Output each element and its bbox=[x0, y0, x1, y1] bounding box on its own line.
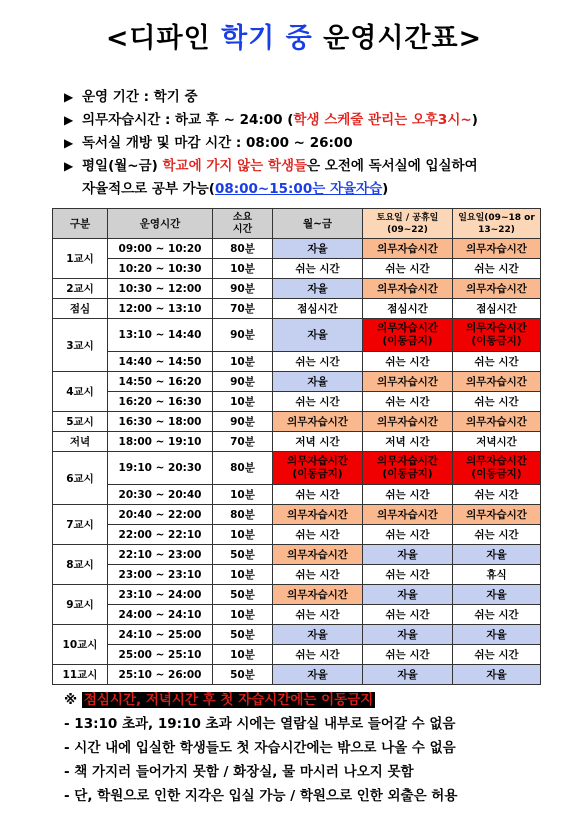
cell-saturday: 쉬는 시간 bbox=[363, 485, 453, 505]
cell-sunday: 자율 bbox=[453, 585, 541, 605]
cell-weekday: 자율 bbox=[273, 279, 363, 299]
cell-duration: 80분 bbox=[213, 452, 273, 485]
cell-sunday: 의무자습시간 bbox=[453, 505, 541, 525]
cell-weekday: 자율 bbox=[273, 239, 363, 259]
cell-saturday: 자율 bbox=[363, 625, 453, 645]
table-row bbox=[53, 605, 541, 625]
cell-weekday: 의무자습시간 bbox=[273, 585, 363, 605]
cell-weekday: 쉬는 시간 bbox=[273, 525, 363, 545]
note-item bbox=[64, 132, 584, 155]
table-row bbox=[53, 239, 541, 259]
table-row bbox=[53, 525, 541, 545]
note-text: 운영 기간 : 학기 중 bbox=[82, 89, 198, 105]
cell-duration: 10분 bbox=[213, 485, 273, 505]
cell-sunday: 의무자습시간 bbox=[453, 239, 541, 259]
cell-time: 16:30 ~ 18:00 bbox=[108, 412, 213, 432]
cell-saturday: 쉬는 시간 bbox=[363, 525, 453, 545]
header-sunday: 일요일(09~18 or 13~22) bbox=[453, 209, 541, 239]
cell-weekday: 자율 bbox=[273, 665, 363, 685]
cell-duration: 10분 bbox=[213, 605, 273, 625]
warning-item: - 단, 학원으로 인한 지각은 입실 가능 / 학원으로 인한 외출은 허용 bbox=[64, 788, 458, 804]
cell-weekday: 쉬는 시간 bbox=[273, 645, 363, 665]
cell-saturday: 자율 bbox=[363, 585, 453, 605]
cell-duration: 10분 bbox=[213, 352, 273, 372]
table-row bbox=[53, 259, 541, 279]
cell-time: 09:00 ~ 10:20 bbox=[108, 239, 213, 259]
page-title bbox=[0, 16, 588, 55]
cell-time: 10:30 ~ 12:00 bbox=[108, 279, 213, 299]
triangle-right-icon: ▶ bbox=[64, 136, 74, 150]
cell-sunday: 의무자습시간 bbox=[453, 279, 541, 299]
note-cont-before: 자율적으로 공부 가능( bbox=[82, 181, 215, 197]
cell-saturday: 쉬는 시간 bbox=[363, 392, 453, 412]
cell-duration: 90분 bbox=[213, 279, 273, 299]
note-text: 학생 스케줄 관리는 오후3시~ bbox=[293, 112, 472, 128]
table-row bbox=[53, 412, 541, 432]
cell-weekday: 쉬는 시간 bbox=[273, 259, 363, 279]
cell-saturday: 의무자습시간 bbox=[363, 279, 453, 299]
triangle-right-icon: ▶ bbox=[64, 113, 74, 127]
cell-duration: 90분 bbox=[213, 319, 273, 352]
note-continuation bbox=[64, 178, 584, 201]
title-before: <디파인 bbox=[105, 23, 222, 54]
cell-weekday: 자율 bbox=[273, 625, 363, 645]
table-row bbox=[53, 585, 541, 605]
cell-time: 24:00 ~ 24:10 bbox=[108, 605, 213, 625]
cell-weekday: 의무자습시간 bbox=[273, 412, 363, 432]
title-after: 운영시간표> bbox=[312, 23, 483, 54]
cell-sunday: 쉬는 시간 bbox=[453, 605, 541, 625]
cell-saturday: 쉬는 시간 bbox=[363, 352, 453, 372]
cell-time: 24:10 ~ 25:00 bbox=[108, 625, 213, 645]
note-cont-highlight: 08:00~15:00는 자율자습 bbox=[214, 181, 383, 197]
cell-time: 18:00 ~ 19:10 bbox=[108, 432, 213, 452]
cell-time: 20:40 ~ 22:00 bbox=[108, 505, 213, 525]
cell-weekday: 쉬는 시간 bbox=[273, 352, 363, 372]
table-row bbox=[53, 432, 541, 452]
cell-period: 10교시 bbox=[53, 625, 108, 665]
cell-weekday: 쉬는 시간 bbox=[273, 485, 363, 505]
warning-heading-text: 점심시간, 저녁시간 후 첫 자습시간에는 이동금지 bbox=[83, 692, 374, 708]
cell-sunday: 쉬는 시간 bbox=[453, 392, 541, 412]
cell-duration: 10분 bbox=[213, 392, 273, 412]
note-item bbox=[64, 86, 584, 109]
cell-period: 4교시 bbox=[53, 372, 108, 412]
cell-saturday: 쉬는 시간 bbox=[363, 605, 453, 625]
warning-item: - 시간 내에 입실한 학생들도 첫 자습시간에는 밖으로 나올 수 없음 bbox=[64, 740, 456, 756]
cell-duration: 50분 bbox=[213, 585, 273, 605]
cell-time: 22:00 ~ 22:10 bbox=[108, 525, 213, 545]
note-text: 의무자습시간 : 하교 후 ~ 24:00 ( bbox=[82, 112, 294, 128]
cell-duration: 90분 bbox=[213, 372, 273, 392]
warning-item: - 13:10 초과, 19:10 초과 시에는 열람실 내부로 들어갈 수 없음 bbox=[64, 716, 456, 732]
warning-mark: ※ bbox=[64, 692, 82, 708]
triangle-right-icon: ▶ bbox=[64, 159, 74, 173]
warning-section bbox=[64, 688, 574, 808]
cell-time: 19:10 ~ 20:30 bbox=[108, 452, 213, 485]
cell-time: 22:10 ~ 23:00 bbox=[108, 545, 213, 565]
cell-period: 2교시 bbox=[53, 279, 108, 299]
table-row bbox=[53, 279, 541, 299]
cell-saturday: 의무자습시간 bbox=[363, 412, 453, 432]
table-row bbox=[53, 485, 541, 505]
table-row bbox=[53, 565, 541, 585]
cell-sunday: 자율 bbox=[453, 545, 541, 565]
cell-sunday: 자율 bbox=[453, 625, 541, 645]
table-row bbox=[53, 545, 541, 565]
cell-time: 10:20 ~ 10:30 bbox=[108, 259, 213, 279]
cell-weekday: 쉬는 시간 bbox=[273, 565, 363, 585]
cell-sunday: 쉬는 시간 bbox=[453, 485, 541, 505]
cell-sunday: 쉬는 시간 bbox=[453, 352, 541, 372]
header-time: 운영시간 bbox=[108, 209, 213, 239]
cell-weekday: 쉬는 시간 bbox=[273, 605, 363, 625]
notes-section bbox=[64, 86, 584, 201]
note-cont-after: ) bbox=[382, 181, 389, 197]
cell-weekday: 점심시간 bbox=[273, 299, 363, 319]
cell-sunday: 의무자습시간 (이동금지) bbox=[453, 452, 541, 485]
cell-period: 7교시 bbox=[53, 505, 108, 545]
cell-time: 23:00 ~ 23:10 bbox=[108, 565, 213, 585]
table-row bbox=[53, 372, 541, 392]
table-row bbox=[53, 625, 541, 645]
cell-time: 25:10 ~ 26:00 bbox=[108, 665, 213, 685]
cell-weekday: 쉬는 시간 bbox=[273, 392, 363, 412]
cell-duration: 10분 bbox=[213, 259, 273, 279]
cell-sunday: 쉬는 시간 bbox=[453, 525, 541, 545]
cell-period: 점심 bbox=[53, 299, 108, 319]
cell-saturday: 쉬는 시간 bbox=[363, 645, 453, 665]
cell-duration: 80분 bbox=[213, 505, 273, 525]
table-row bbox=[53, 319, 541, 352]
cell-saturday: 쉬는 시간 bbox=[363, 565, 453, 585]
cell-sunday: 저녁시간 bbox=[453, 432, 541, 452]
cell-time: 23:10 ~ 24:00 bbox=[108, 585, 213, 605]
note-text: ) bbox=[471, 112, 478, 128]
note-text: 학교에 가지 않는 학생들 bbox=[162, 158, 308, 174]
cell-sunday: 휴식 bbox=[453, 565, 541, 585]
cell-weekday: 자율 bbox=[273, 319, 363, 352]
cell-weekday: 의무자습시간 bbox=[273, 505, 363, 525]
cell-sunday: 점심시간 bbox=[453, 299, 541, 319]
cell-saturday: 자율 bbox=[363, 665, 453, 685]
cell-period: 1교시 bbox=[53, 239, 108, 279]
note-text: 평일(월~금) bbox=[82, 158, 163, 174]
cell-time: 13:10 ~ 14:40 bbox=[108, 319, 213, 352]
cell-saturday: 점심시간 bbox=[363, 299, 453, 319]
header-duration: 소요 시간 bbox=[213, 209, 273, 239]
cell-sunday: 쉬는 시간 bbox=[453, 259, 541, 279]
table-row bbox=[53, 299, 541, 319]
header-saturday: 토요일 / 공휴일 (09~22) bbox=[363, 209, 453, 239]
cell-period: 8교시 bbox=[53, 545, 108, 585]
cell-duration: 80분 bbox=[213, 239, 273, 259]
table-row bbox=[53, 505, 541, 525]
warning-item: - 책 가지러 들어가지 못함 / 화장실, 물 마시러 나오지 못함 bbox=[64, 764, 414, 780]
cell-sunday: 의무자습시간 bbox=[453, 372, 541, 392]
title-highlight: 학기 중 bbox=[221, 23, 313, 54]
warning-heading bbox=[64, 688, 574, 712]
header-period: 구분 bbox=[53, 209, 108, 239]
cell-period: 3교시 bbox=[53, 319, 108, 372]
cell-duration: 50분 bbox=[213, 625, 273, 645]
cell-duration: 50분 bbox=[213, 545, 273, 565]
cell-saturday: 의무자습시간 (이동금지) bbox=[363, 452, 453, 485]
cell-time: 14:50 ~ 16:20 bbox=[108, 372, 213, 392]
cell-time: 14:40 ~ 14:50 bbox=[108, 352, 213, 372]
cell-time: 16:20 ~ 16:30 bbox=[108, 392, 213, 412]
cell-duration: 10분 bbox=[213, 565, 273, 585]
schedule-table bbox=[52, 208, 541, 685]
table-row bbox=[53, 352, 541, 372]
cell-saturday: 저녁 시간 bbox=[363, 432, 453, 452]
cell-saturday: 의무자습시간 bbox=[363, 505, 453, 525]
cell-sunday: 자율 bbox=[453, 665, 541, 685]
cell-duration: 50분 bbox=[213, 665, 273, 685]
cell-weekday: 의무자습시간 bbox=[273, 545, 363, 565]
triangle-right-icon: ▶ bbox=[64, 90, 74, 104]
cell-duration: 90분 bbox=[213, 412, 273, 432]
cell-period: 9교시 bbox=[53, 585, 108, 625]
cell-period: 5교시 bbox=[53, 412, 108, 432]
table-row bbox=[53, 452, 541, 485]
cell-duration: 70분 bbox=[213, 299, 273, 319]
cell-period: 6교시 bbox=[53, 452, 108, 505]
cell-saturday: 쉬는 시간 bbox=[363, 259, 453, 279]
cell-saturday: 자율 bbox=[363, 545, 453, 565]
table-row bbox=[53, 392, 541, 412]
cell-duration: 10분 bbox=[213, 525, 273, 545]
table-header-row bbox=[53, 209, 541, 239]
cell-time: 20:30 ~ 20:40 bbox=[108, 485, 213, 505]
table-row bbox=[53, 665, 541, 685]
table-row bbox=[53, 645, 541, 665]
cell-time: 12:00 ~ 13:10 bbox=[108, 299, 213, 319]
cell-time: 25:00 ~ 25:10 bbox=[108, 645, 213, 665]
cell-sunday: 의무자습시간 bbox=[453, 412, 541, 432]
cell-weekday: 자율 bbox=[273, 372, 363, 392]
cell-sunday: 의무자습시간 (이동금지) bbox=[453, 319, 541, 352]
cell-period: 11교시 bbox=[53, 665, 108, 685]
note-text: 독서실 개방 및 마감 시간 : 08:00 ~ 26:00 bbox=[82, 135, 353, 151]
note-text: 은 오전에 독서실에 입실하여 bbox=[307, 158, 478, 174]
cell-duration: 10분 bbox=[213, 645, 273, 665]
cell-period: 저녁 bbox=[53, 432, 108, 452]
cell-saturday: 의무자습시간 (이동금지) bbox=[363, 319, 453, 352]
cell-weekday: 의무자습시간 (이동금지) bbox=[273, 452, 363, 485]
note-item bbox=[64, 155, 584, 178]
note-item bbox=[64, 109, 584, 132]
cell-duration: 70분 bbox=[213, 432, 273, 452]
cell-sunday: 쉬는 시간 bbox=[453, 645, 541, 665]
header-weekday: 월~금 bbox=[273, 209, 363, 239]
cell-saturday: 의무자습시간 bbox=[363, 239, 453, 259]
cell-weekday: 저녁 시간 bbox=[273, 432, 363, 452]
cell-saturday: 의무자습시간 bbox=[363, 372, 453, 392]
